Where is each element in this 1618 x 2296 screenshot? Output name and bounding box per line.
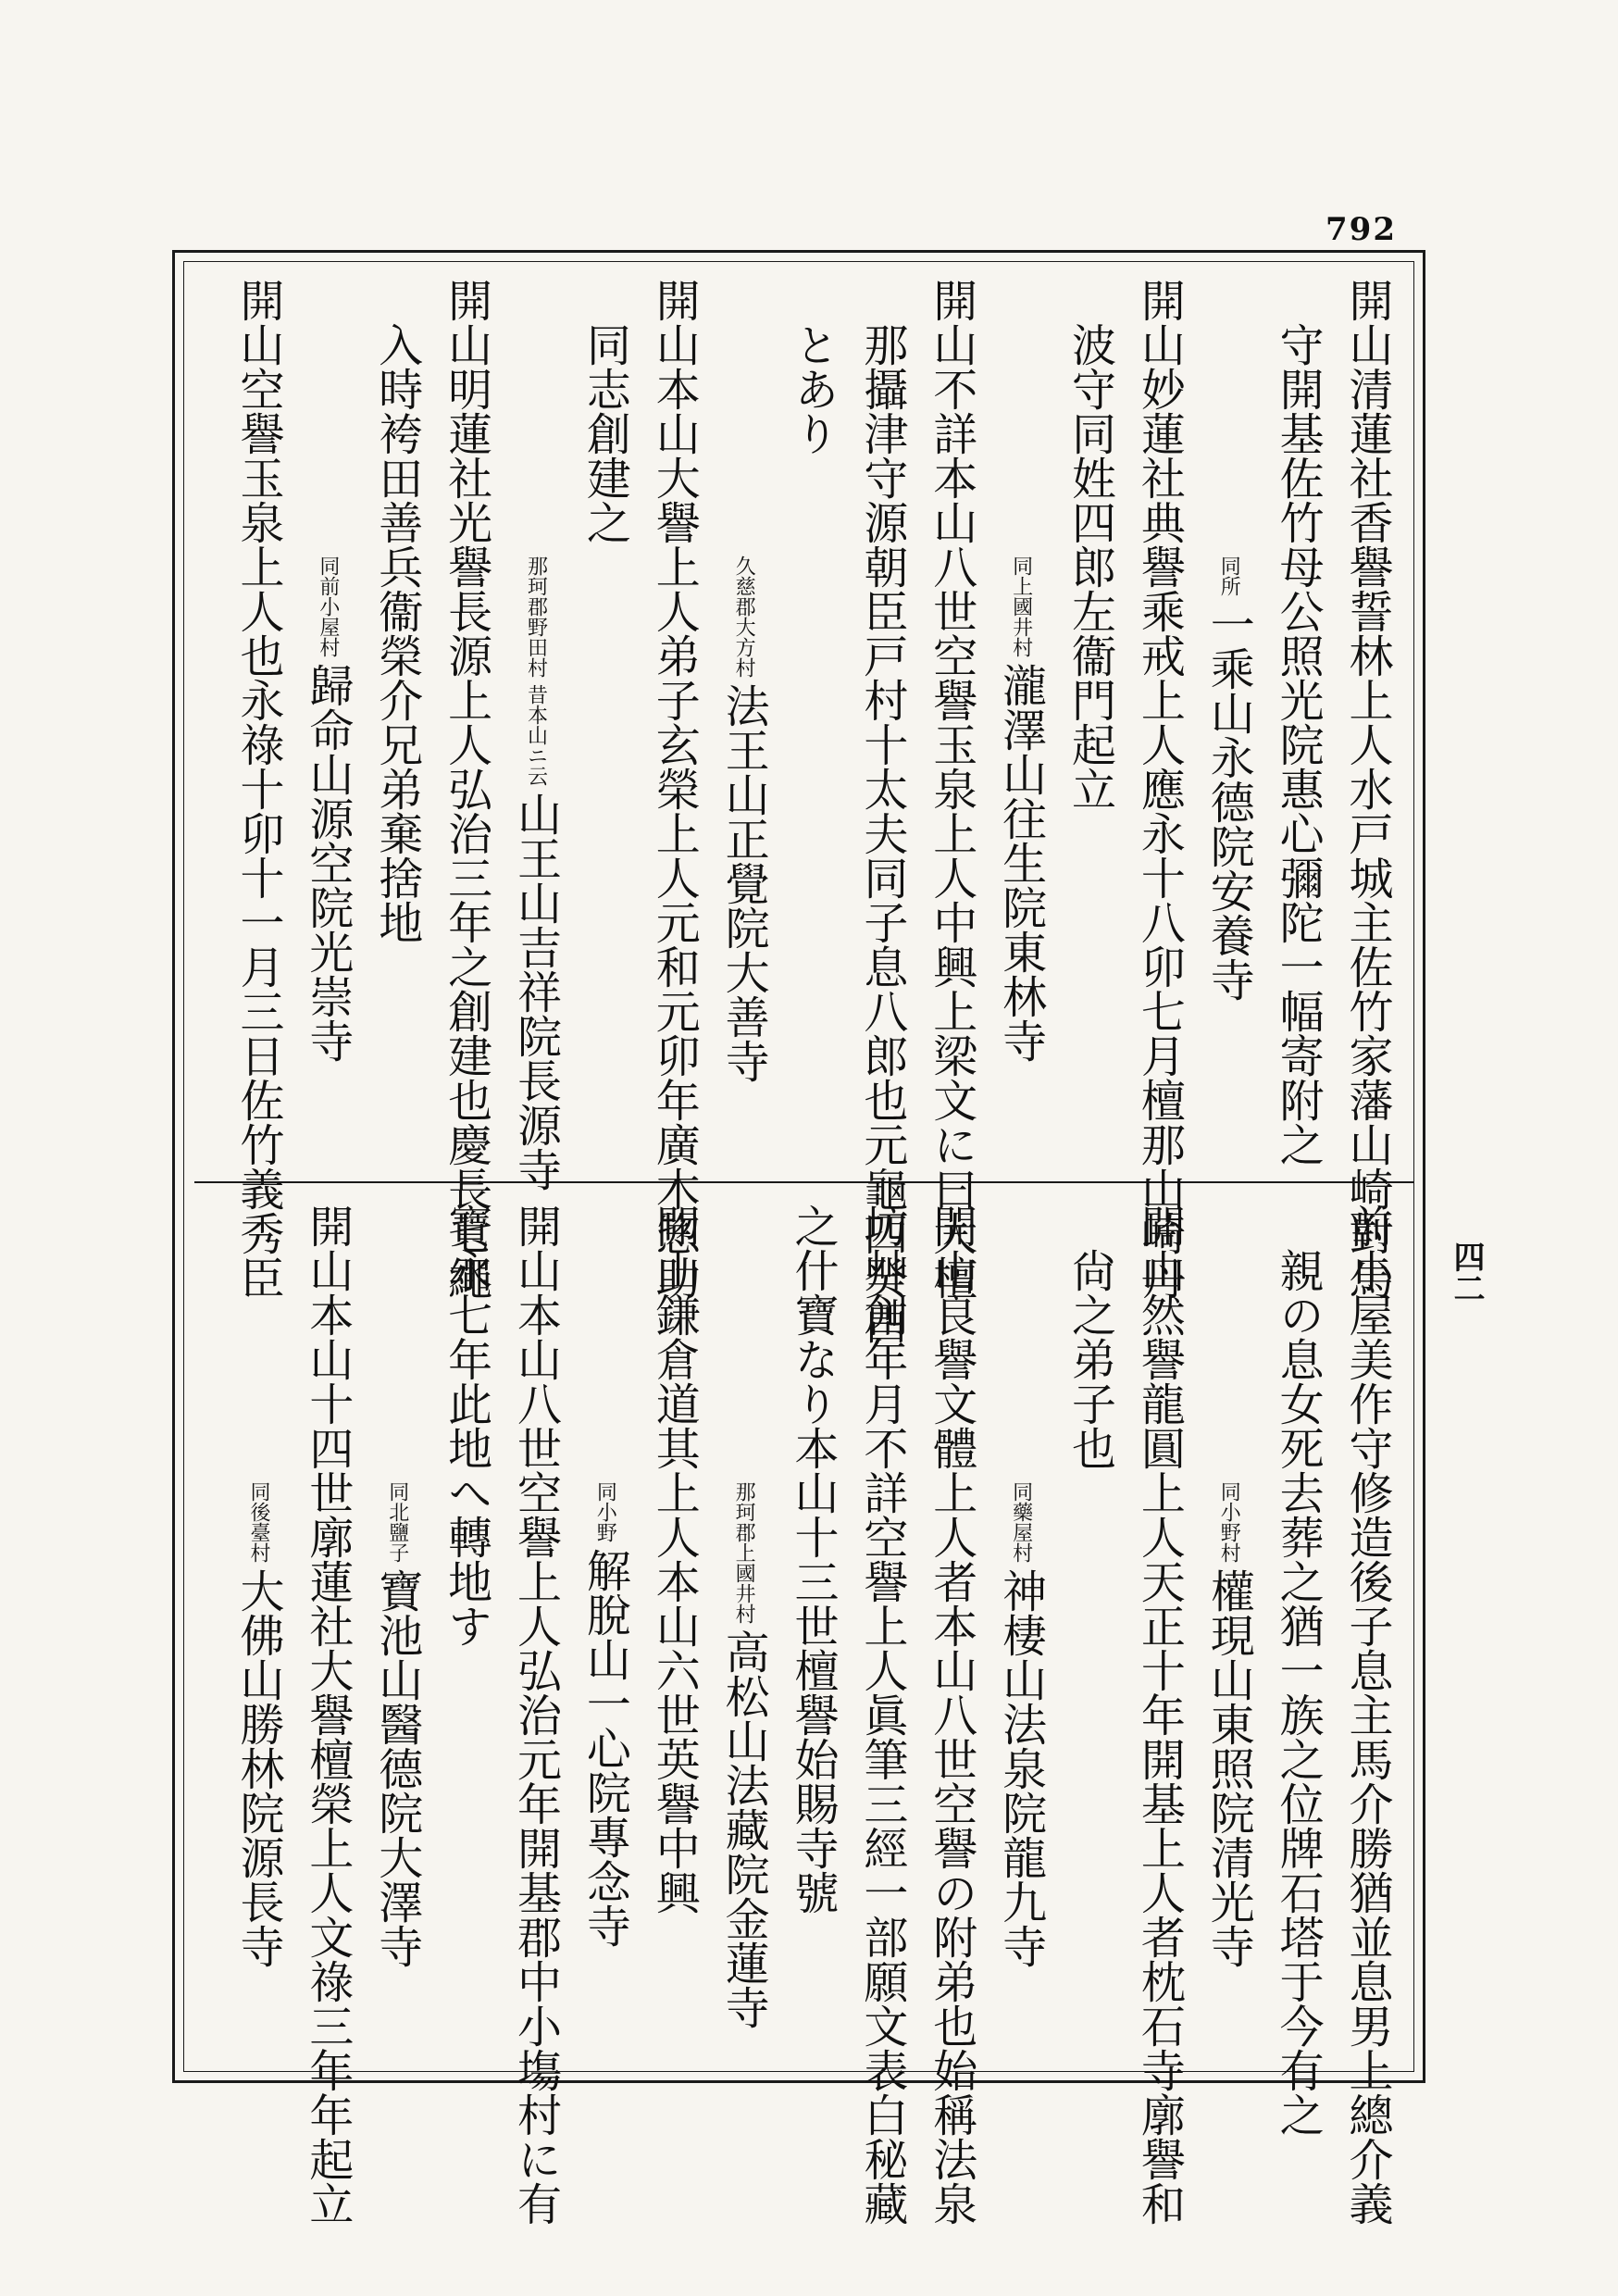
text-column: [1332, 278, 1401, 1300]
column-text: 開山不詳本山八世空譽玉泉上人中興上梁文に曰大檀: [925, 278, 977, 1300]
text-column: [362, 278, 431, 1167]
section-divider: [194, 1181, 1414, 1183]
text-column: [1263, 1204, 1332, 2137]
column-text: 坊艸創年月不詳空譽上人眞筆三經一部願文表白秘藏: [855, 1204, 908, 2226]
column-text: 開山明蓮社光譽長源上人弘治三年之創建也慶長七繩: [440, 278, 492, 1300]
column-text: 同志創建之: [579, 322, 631, 544]
top-tier-text: [198, 278, 1401, 1344]
location-annotation: 同藥屋村: [1009, 1481, 1033, 1563]
location-annotation: 同小野村: [1217, 1481, 1241, 1563]
column-text: 守開基佐竹母公照光院惠心彌陀一幅寄附之: [1272, 322, 1325, 1167]
location-annotation: 同北鹽子: [385, 1481, 409, 1563]
temple-name-column: [223, 1204, 292, 2074]
text-column: [847, 1204, 916, 2226]
bottom-tier-text: [198, 1204, 1401, 2226]
column-text: 開山本山十四世廓蓮社大譽檀榮上人文祿三年年起立: [301, 1204, 354, 2226]
column-text: 開山空譽玉泉上人也永祿十卯十一月三日佐竹義秀臣: [232, 278, 284, 1300]
location-annotation: 同上國井村: [1009, 555, 1033, 657]
column-text: 之什寶なり本山十三世檀譽始賜寺號: [787, 1204, 839, 1915]
temple-name: 法王山正覺院大善寺: [717, 683, 770, 1083]
text-column: [501, 1204, 570, 2226]
text-column: [778, 278, 847, 1167]
text-column: [292, 1204, 362, 2226]
temple-name-column: [708, 1204, 778, 2074]
temple-name: 大佛山勝林院源長寺: [232, 1568, 284, 1968]
column-text: 尙之弟子也: [1064, 1248, 1116, 1470]
column-text: 前小屋美作守修造後子息主馬介勝猶並息男上總介義: [1341, 1204, 1393, 2226]
location-annotation: 同所: [1217, 555, 1241, 596]
side-label: 四二: [1448, 1241, 1485, 1304]
text-column: [639, 1204, 708, 2074]
text-column: [1263, 278, 1332, 1167]
text-column: [223, 278, 292, 1300]
text-column: [847, 278, 916, 1344]
temple-name-column: [1193, 278, 1263, 1167]
temple-name-column: [986, 278, 1055, 1167]
text-column: [1055, 278, 1125, 1167]
temple-name-column: [986, 1204, 1055, 2074]
temple-name: 一乘山永德院安養寺: [1202, 602, 1255, 1002]
column-text: 開山清蓮社香譽誓林上人水戸城主佐竹家藩山崎對馬: [1341, 278, 1393, 1300]
column-text: 入時袴田善兵衞榮介兄弟棄捨地: [370, 322, 423, 944]
text-column: [1125, 1204, 1194, 2226]
temple-name-column: [570, 1204, 640, 2074]
column-text: 開山本山八世空譽上人弘治元年開基郡中小塲村に有: [509, 1204, 562, 2226]
temple-name: 解脫山一心院專念寺: [579, 1548, 631, 1948]
temple-name-column: [1193, 1204, 1263, 2074]
temple-name: 歸命山源空院光崇寺: [301, 663, 354, 1063]
column-text: 開山然譽龍圓上人天正十年開基上人者枕石寺廓譽和: [1133, 1204, 1186, 2226]
text-column: [1125, 278, 1194, 1300]
temple-name: 瀧澤山往生院東林寺: [994, 663, 1047, 1063]
temple-name: 神棲山法泉院龍九寺: [994, 1568, 1047, 1968]
column-text: 親の息女死去葬之猶一族之位牌石塔于今有之: [1272, 1248, 1325, 2137]
location-annotation: 同前小屋村: [316, 555, 340, 657]
temple-name-column: [501, 278, 570, 1192]
location-annotation: 同後臺村: [247, 1481, 270, 1563]
text-column: [1332, 1204, 1401, 2226]
temple-name: 高松山法藏院金蓮寺: [717, 1629, 770, 2029]
text-column: [916, 278, 986, 1300]
temple-name: 寶池山醫德院大澤寺: [370, 1568, 423, 1968]
location-annotation: 那珂郡上國井村: [732, 1481, 756, 1624]
text-column: [431, 1204, 501, 2074]
column-text: 開山妙蓮社典譽乘戒上人應永十八卯七月檀那山崎丹: [1133, 278, 1186, 1300]
temple-name: 山王山吉祥院長源寺: [509, 792, 562, 1192]
temple-name: 權現山東照院清光寺: [1202, 1568, 1255, 1968]
location-annotation: 同小野: [593, 1481, 617, 1542]
temple-name-column: [708, 278, 778, 1167]
text-column: [570, 278, 640, 1167]
page-number: 792: [1326, 211, 1397, 248]
column-text: 波守同姓四郎左衞門起立: [1064, 322, 1116, 811]
text-column: [778, 1204, 847, 2074]
text-column: [431, 278, 501, 1300]
column-text: 開山良譽文體上人者本山八世空譽の附弟也始稱法泉: [925, 1204, 977, 2226]
column-text: 開山鎌倉道其上人本山六世英譽中興: [648, 1204, 701, 1915]
column-text: 寶永七年此地へ轉地す: [440, 1204, 492, 1648]
text-column: [1055, 1204, 1125, 2074]
column-text: とあり: [787, 322, 839, 455]
text-column: [916, 1204, 986, 2226]
location-annotation: 那珂郡野田村 昔本山ニ云: [524, 555, 548, 786]
temple-name-column: [362, 1204, 431, 2074]
column-text: 開山本山大譽上人弟子玄榮上人元和元卯年廣木惣助: [648, 278, 701, 1300]
temple-name-column: [292, 278, 362, 1167]
location-annotation: 久慈郡大方村: [732, 555, 756, 678]
text-column: [639, 278, 708, 1300]
column-text: 那攝津守源朝臣戸村十太夫同子息八郎也元龜四癸酉: [855, 322, 908, 1344]
